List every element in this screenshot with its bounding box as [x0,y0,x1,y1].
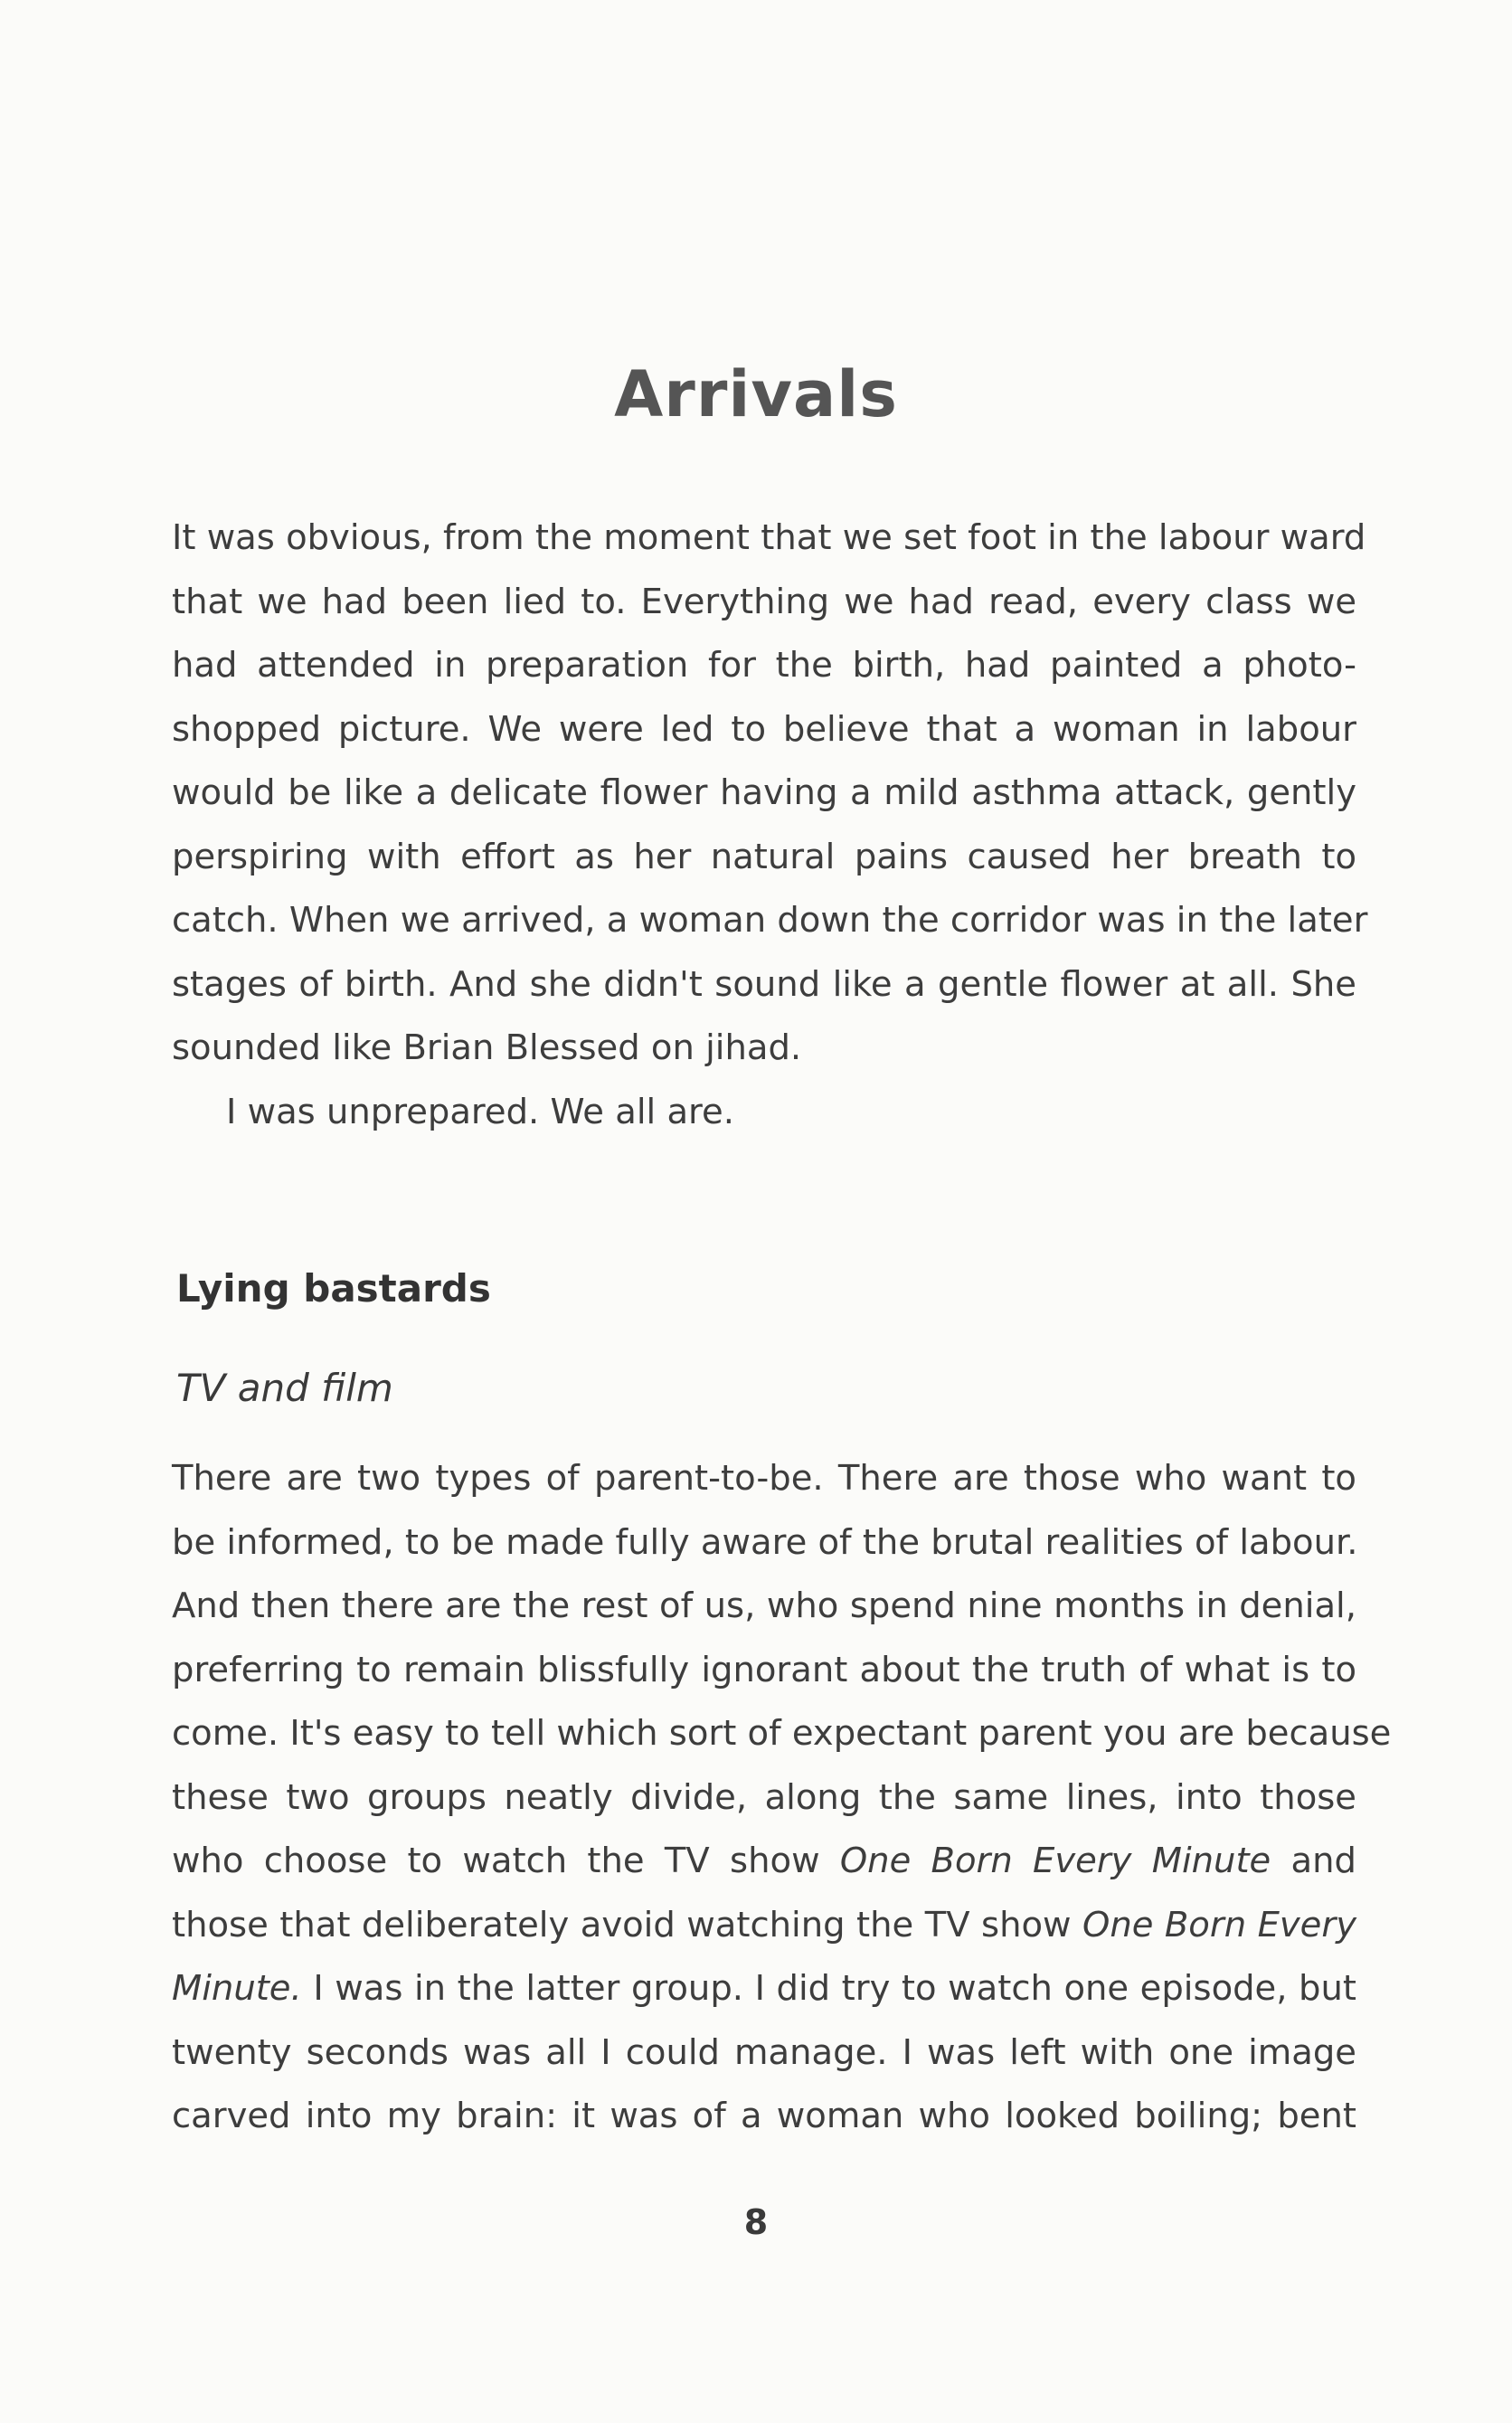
text-line: shopped picture. We were led to believe that a woman in labour [172,708,1356,750]
text-line: It was obvious, from the moment that we set foot in the labour ward [172,517,1366,558]
text-line: And then there are the rest of us, who spend nine months in denial, [172,1585,1356,1626]
text-line [172,1830,1356,1894]
text-line: preferring to remain blissfully ignorant about the truth of what is to [172,1649,1356,1690]
text-line: stages of birth. And she didn't sound like a gentle flower at all. She [172,963,1356,1005]
text-fragment: those that deliberately avoid watching the TV show [172,1904,1072,1945]
show-title: One Born Every Minute [839,1841,1271,1881]
text-line: these two groups neatly divide, along the same lines, into those [172,1776,1356,1818]
intro-paragraphs [172,506,1368,1144]
section-heading: Lying bastards [176,1266,491,1311]
text-line: twenty seconds was all I could manage. I was left with one image [172,2031,1356,2073]
body-paragraph [172,1447,1392,2149]
chapter-title: Arrivals [614,357,898,431]
show-title: Minute. [172,1968,302,2009]
text-line: catch. When we arrived, a woman down the corridor was in the later [172,900,1368,941]
text-line: carved into my brain: it was of a woman who looked boiling; bent [172,2096,1356,2136]
text-fragment: who choose to watch the TV show [172,1841,820,1881]
text-line [172,1894,1356,1958]
subsection-heading: TV and film [176,1366,393,1410]
text-line: be informed, to be made fully aware of the brutal realities of labour. [172,1521,1358,1563]
text-line: come. It's easy to tell which sort of expectant parent you are because [172,1713,1392,1754]
text-fragment: I was in the latter group. I did try to watch one episode, but [313,1968,1356,2009]
text-line: I was unprepared. We all are. [226,1091,734,1132]
text-line: There are two types of parent-to-be. There are those who want to [172,1458,1356,1499]
text-line: had attended in preparation for the birth, had painted a photo- [172,645,1356,686]
text-line: that we had been lied to. Everything we had read, every class we [172,581,1356,622]
text-line: sounded like Brian Blessed on jihad. [172,1027,802,1068]
text-line: perspiring with effort as her natural pains caused her breath to [172,836,1356,877]
page-number: 8 [743,2202,769,2242]
show-title: One Born Every [1082,1904,1356,1945]
text-line: would be like a delicate flower having a mild asthma attack, gently [172,772,1356,813]
text-line [172,1957,1356,2021]
text-fragment: and [1290,1841,1356,1881]
